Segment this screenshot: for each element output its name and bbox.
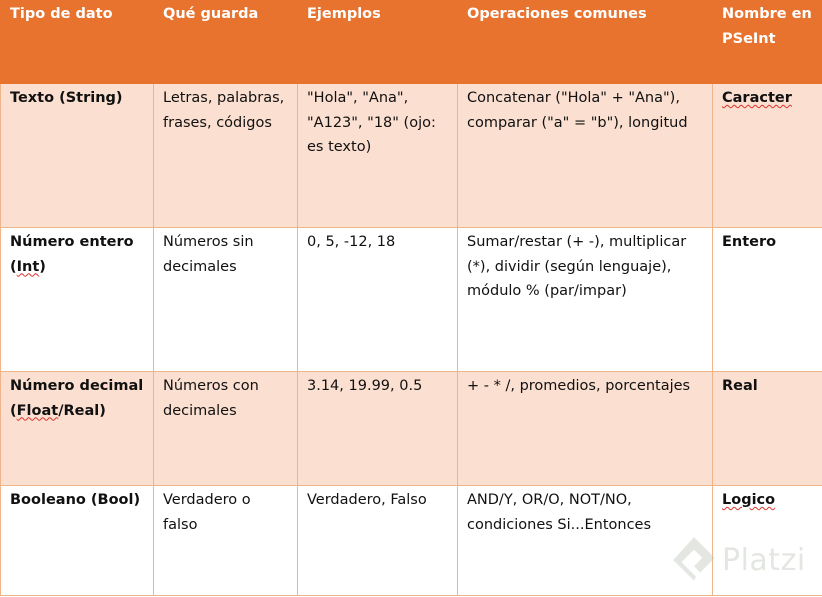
cell-ejemplos: 0, 5, -12, 18	[298, 228, 458, 372]
tipo-paren-open: (	[10, 258, 17, 275]
spellcheck-word[interactable]: Caracter	[722, 90, 792, 106]
cell-operaciones: + - * /, promedios, porcentajes	[458, 372, 713, 486]
tipo-main-text: Número decimal	[10, 378, 144, 394]
table-header-row	[1, 1, 822, 84]
platzi-watermark	[668, 531, 814, 589]
header-ejemplos: Ejemplos	[298, 1, 458, 84]
cell-pseint: Real	[713, 372, 822, 486]
cell-operaciones: Sumar/restar (+ -), multiplicar (*), dividir (según lenguaje), módulo % (par/impar)	[458, 228, 713, 372]
cell-tipo	[1, 228, 154, 372]
header-tipo-de-dato: Tipo de dato	[1, 1, 154, 84]
tipo-main-text: Número entero	[10, 234, 134, 250]
table-row-entero	[1, 228, 822, 372]
cell-que-guarda: Verdadero o falso	[154, 486, 298, 596]
cell-ejemplos: "Hola", "Ana", "A123", "18" (ojo: es texto)	[298, 84, 458, 228]
tipo-rest-text: /Real)	[58, 402, 106, 419]
cell-que-guarda: Números con decimales	[154, 372, 298, 486]
cell-operaciones: AND/Y, OR/O, NOT/NO, condiciones Si...Entonces	[458, 486, 713, 596]
cell-tipo: Booleano (Bool)	[1, 486, 154, 596]
header-que-guarda: Qué guarda	[154, 1, 298, 84]
table-row-decimal	[1, 372, 822, 486]
cell-tipo	[1, 372, 154, 486]
spellcheck-word[interactable]: Int	[16, 258, 40, 275]
spellcheck-word[interactable]: Logico	[722, 492, 776, 508]
cell-tipo: Texto (String)	[1, 84, 154, 228]
header-nombre-en-pseint: Nombre en PSeInt	[713, 1, 822, 84]
cell-pseint	[713, 84, 822, 228]
cell-que-guarda: Letras, palabras, frases, códigos	[154, 84, 298, 228]
cell-ejemplos: 3.14, 19.99, 0.5	[298, 372, 458, 486]
cell-que-guarda: Números sin decimales	[154, 228, 298, 372]
tipo-paren-close: )	[39, 258, 46, 275]
cell-ejemplos: Verdadero, Falso	[298, 486, 458, 596]
header-operaciones-comunes: Operaciones comunes	[458, 1, 713, 84]
cell-operaciones: Concatenar ("Hola" + "Ana"), comparar ("a" = "b"), longitud	[458, 84, 713, 228]
platzi-logo-icon	[668, 534, 720, 586]
table-row-texto	[1, 84, 822, 228]
cell-pseint: Entero	[713, 228, 822, 372]
spellcheck-word[interactable]: Float	[16, 402, 59, 419]
tipo-paren-open: (	[10, 402, 17, 419]
watermark-text: Platzi	[722, 542, 806, 578]
